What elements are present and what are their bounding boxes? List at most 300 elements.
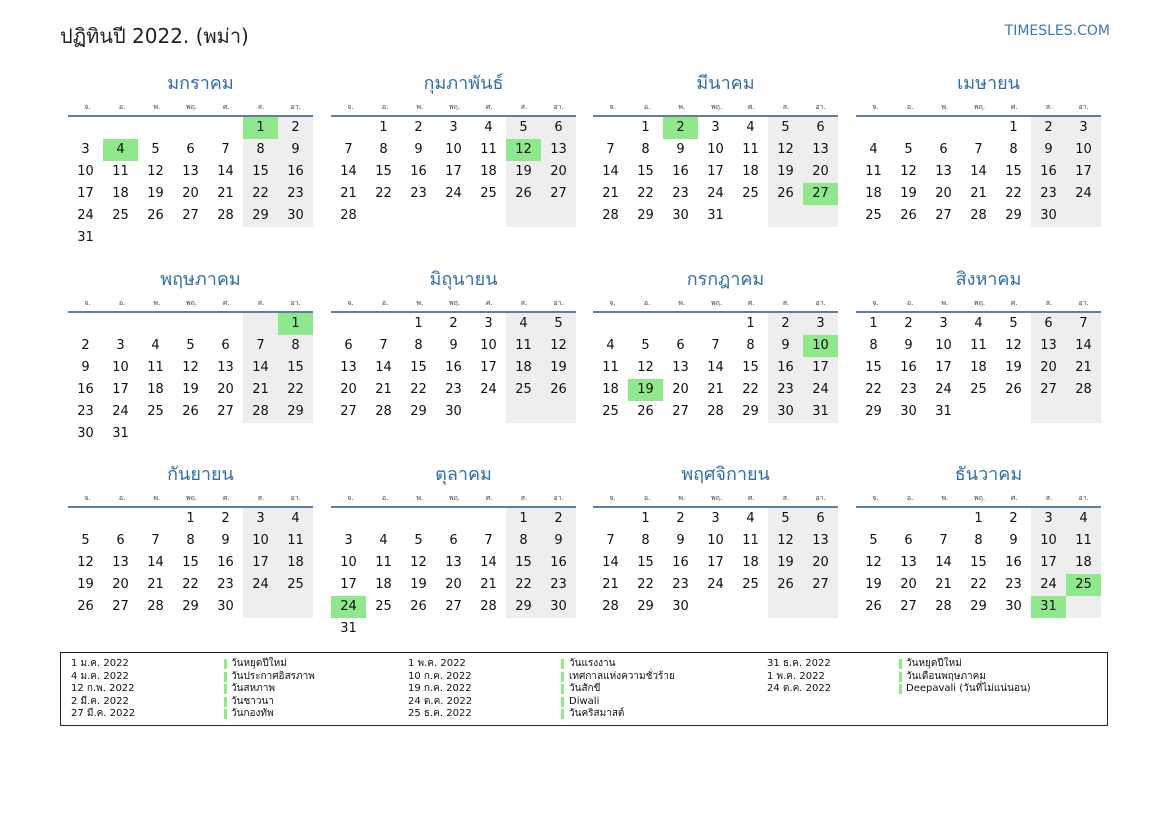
day-cell: 20: [812, 555, 829, 570]
day-cell: 25: [287, 577, 304, 592]
day-cell: 11: [287, 533, 304, 548]
day-cell: 4: [606, 338, 615, 353]
day-cell: 7: [256, 338, 265, 353]
day-cell: 22: [252, 186, 269, 201]
day-cell: 23: [1005, 577, 1022, 592]
month-block: [856, 268, 1101, 445]
weekday-header: [333, 100, 576, 114]
day-cell: 21: [970, 186, 987, 201]
weekday-label: ศ.: [222, 494, 230, 502]
day-cell: 6: [1044, 316, 1053, 331]
weekday-label: พฤ.: [448, 494, 461, 502]
day-cell: 4: [484, 120, 493, 135]
day-cell: 13: [935, 164, 952, 179]
day-cell: 25: [602, 404, 619, 419]
day-cell: 13: [112, 555, 129, 570]
day-cell: 28: [602, 599, 619, 614]
legend-holiday-name: เทศกาลแห่งความชั่วร้าย: [569, 670, 675, 682]
day-cell: 11: [742, 533, 759, 548]
day-cell: 9: [781, 338, 790, 353]
day-cell: 26: [550, 382, 567, 397]
day-cell: 3: [816, 316, 825, 331]
legend-marker: [561, 672, 564, 682]
weekday-label: อา.: [290, 494, 301, 502]
day-cell: 8: [869, 338, 878, 353]
day-cell: 23: [777, 382, 794, 397]
day-cell: 13: [182, 164, 199, 179]
day-cell: 7: [939, 533, 948, 548]
month-block: [593, 268, 838, 445]
day-cell: 18: [147, 382, 164, 397]
holiday-day-cell: 19: [628, 379, 663, 401]
day-cell: 20: [935, 186, 952, 201]
day-cell: 9: [676, 142, 685, 157]
day-cell: 8: [641, 142, 650, 157]
weekday-header: [333, 491, 576, 505]
day-cell: 16: [287, 164, 304, 179]
legend-date: 10 ก.ค. 2022: [408, 670, 472, 682]
month-block: [856, 72, 1101, 249]
day-cell: 8: [414, 338, 423, 353]
day-cell: 10: [707, 142, 724, 157]
weekday-header: [595, 296, 838, 310]
day-cell: 21: [1075, 360, 1092, 375]
day-cell: 8: [186, 533, 195, 548]
day-cell: 3: [484, 316, 493, 331]
day-cell: 4: [746, 120, 755, 135]
day-cell: 11: [602, 360, 619, 375]
day-cell: 22: [970, 577, 987, 592]
day-cell: 14: [252, 360, 269, 375]
day-cell: 2: [1009, 511, 1018, 526]
month-name: กุมภาพันธ์: [423, 73, 504, 94]
day-cell: 7: [974, 142, 983, 157]
weekday-label: ส.: [257, 299, 265, 307]
day-cell: 4: [291, 511, 300, 526]
day-cell: 18: [742, 555, 759, 570]
weekday-label: อา.: [553, 103, 564, 111]
day-cell: 1: [746, 316, 755, 331]
day-cell: 21: [935, 577, 952, 592]
day-cell: 29: [182, 599, 199, 614]
day-cell: 28: [252, 404, 269, 419]
weekday-label: จ.: [84, 103, 91, 111]
day-cell: 27: [935, 208, 952, 223]
day-cell: 10: [252, 533, 269, 548]
day-cell: 20: [217, 382, 234, 397]
day-cell: 26: [865, 599, 882, 614]
day-cell: 9: [291, 142, 300, 157]
day-cell: 10: [445, 142, 462, 157]
day-cell: 22: [182, 577, 199, 592]
day-cell: 30: [1005, 599, 1022, 614]
day-cell: 17: [445, 164, 462, 179]
weekday-label: พ.: [153, 494, 161, 502]
day-cell: 14: [970, 164, 987, 179]
weekday-label: จ.: [609, 494, 616, 502]
day-cell: 13: [445, 555, 462, 570]
day-cell: 9: [81, 360, 90, 375]
day-cell: 19: [515, 164, 532, 179]
day-cell: 5: [869, 533, 878, 548]
day-cell: 26: [515, 186, 532, 201]
day-cell: 21: [480, 577, 497, 592]
day-cell: 16: [900, 360, 917, 375]
day-cell: 1: [974, 511, 983, 526]
weekday-label: พฤ.: [185, 103, 198, 111]
weekday-label: อา.: [290, 299, 301, 307]
day-cell: 4: [869, 142, 878, 157]
day-cell: 26: [182, 404, 199, 419]
day-cell: 12: [147, 164, 164, 179]
day-cell: 20: [812, 164, 829, 179]
weekday-label: อ.: [643, 103, 651, 111]
holiday-day-cell: 27: [803, 183, 838, 205]
day-cell: 16: [672, 555, 689, 570]
day-cell: 15: [182, 555, 199, 570]
day-cell: 7: [1079, 316, 1088, 331]
day-cell: 16: [217, 555, 234, 570]
day-cell: 18: [375, 577, 392, 592]
day-cell: 18: [287, 555, 304, 570]
day-cell: 21: [252, 382, 269, 397]
weekday-label: พ.: [941, 494, 949, 502]
legend-holiday-name: วันคริสมาสต์: [569, 708, 625, 719]
day-cell: 27: [182, 208, 199, 223]
day-cell: 6: [344, 338, 353, 353]
day-cell: 18: [602, 382, 619, 397]
day-cell: 14: [375, 360, 392, 375]
month-name: กันยายน: [167, 464, 234, 485]
day-cell: 5: [554, 316, 563, 331]
day-cell: 2: [1044, 120, 1053, 135]
day-cell: 19: [550, 360, 567, 375]
day-cell: 3: [1044, 511, 1053, 526]
weekday-label: อา.: [1078, 103, 1089, 111]
weekday-label: พ.: [153, 299, 161, 307]
day-cell: 24: [812, 382, 829, 397]
weekday-label: จ.: [609, 299, 616, 307]
weekday-label: ศ.: [485, 494, 493, 502]
day-cell: 16: [410, 164, 427, 179]
weekday-label: อา.: [1078, 494, 1089, 502]
holiday-day-cell: 10: [803, 335, 838, 357]
day-cell: 3: [116, 338, 125, 353]
day-cell: 14: [340, 164, 357, 179]
day-cell: 6: [816, 511, 825, 526]
day-cell: 9: [1044, 142, 1053, 157]
weekday-label: พฤ.: [448, 103, 461, 111]
day-cell: 31: [77, 230, 94, 245]
day-cell: 8: [746, 338, 755, 353]
day-cell: 1: [1009, 120, 1018, 135]
day-cell: 10: [77, 164, 94, 179]
weekday-label: อ.: [643, 299, 651, 307]
weekday-label: ส.: [1045, 494, 1053, 502]
day-cell: 15: [742, 360, 759, 375]
day-cell: 24: [707, 186, 724, 201]
weekday-label: พฤ.: [710, 299, 723, 307]
day-cell: 15: [865, 360, 882, 375]
day-cell: 31: [340, 621, 357, 636]
day-cell: 24: [252, 577, 269, 592]
weekday-label: จ.: [347, 494, 354, 502]
weekday-label: จ.: [872, 103, 879, 111]
day-cell: 11: [515, 338, 532, 353]
day-cell: 16: [445, 360, 462, 375]
day-cell: 22: [515, 577, 532, 592]
day-cell: 12: [1005, 338, 1022, 353]
day-cell: 11: [865, 164, 882, 179]
day-cell: 11: [1075, 533, 1092, 548]
weekday-label: พ.: [678, 494, 686, 502]
day-cell: 26: [900, 208, 917, 223]
weekday-label: จ.: [84, 494, 91, 502]
day-cell: 6: [904, 533, 913, 548]
month-name: ตุลาคม: [435, 464, 492, 485]
legend-date: 2 มี.ค. 2022: [71, 695, 129, 707]
weekday-label: อ.: [381, 103, 389, 111]
weekday-label: พ.: [678, 103, 686, 111]
day-cell: 30: [445, 404, 462, 419]
day-cell: 22: [287, 382, 304, 397]
day-cell: 31: [707, 208, 724, 223]
day-cell: 14: [1075, 338, 1092, 353]
day-cell: 2: [81, 338, 90, 353]
day-cell: 30: [672, 599, 689, 614]
day-cell: 2: [676, 511, 685, 526]
month-block: [68, 463, 313, 640]
day-cell: 13: [812, 533, 829, 548]
day-cell: 12: [637, 360, 654, 375]
month-block: [593, 463, 838, 640]
day-cell: 31: [935, 404, 952, 419]
day-cell: 23: [1040, 186, 1057, 201]
day-cell: 3: [344, 533, 353, 548]
day-cell: 1: [379, 120, 388, 135]
day-cell: 29: [515, 599, 532, 614]
day-cell: 5: [781, 120, 790, 135]
day-cell: 22: [637, 577, 654, 592]
legend-date: 1 ม.ค. 2022: [71, 658, 129, 669]
weekday-label: ส.: [782, 494, 790, 502]
day-cell: 13: [1040, 338, 1057, 353]
day-cell: 29: [742, 404, 759, 419]
day-cell: 14: [602, 164, 619, 179]
day-cell: 29: [410, 404, 427, 419]
day-cell: 23: [672, 186, 689, 201]
legend-marker: [899, 684, 902, 694]
brand-link[interactable]: TIMESLES.COM: [1004, 23, 1110, 39]
day-cell: 23: [550, 577, 567, 592]
legend-marker: [224, 709, 227, 719]
day-cell: 12: [777, 142, 794, 157]
day-cell: 21: [340, 186, 357, 201]
day-grid: [331, 508, 576, 640]
day-cell: 14: [147, 555, 164, 570]
month-block: [593, 72, 838, 249]
day-cell: 27: [340, 404, 357, 419]
day-cell: 28: [340, 208, 357, 223]
legend-holiday-name: วันกองทัพ: [231, 708, 274, 719]
weekday-label: อา.: [815, 103, 826, 111]
day-cell: 20: [340, 382, 357, 397]
day-cell: 3: [711, 511, 720, 526]
day-cell: 7: [484, 533, 493, 548]
weekday-label: อ.: [118, 494, 126, 502]
weekday-label: จ.: [609, 103, 616, 111]
day-cell: 10: [1040, 533, 1057, 548]
legend-date: 12 ก.พ. 2022: [71, 683, 135, 694]
day-cell: 11: [742, 142, 759, 157]
day-cell: 14: [707, 360, 724, 375]
day-cell: 23: [445, 382, 462, 397]
day-cell: 8: [291, 338, 300, 353]
legend-marker: [224, 684, 227, 694]
month-name: มีนาคม: [696, 73, 755, 94]
legend-marker: [224, 659, 227, 669]
day-cell: 29: [637, 208, 654, 223]
legend-holiday-name: วันแรงงาน: [569, 658, 616, 669]
day-cell: 19: [1005, 360, 1022, 375]
weekday-label: อ.: [643, 494, 651, 502]
day-cell: 25: [375, 599, 392, 614]
legend-marker: [224, 697, 227, 707]
day-cell: 15: [375, 164, 392, 179]
weekday-label: พฤ.: [710, 103, 723, 111]
day-cell: 17: [812, 360, 829, 375]
holiday-day-cell: 25: [1066, 574, 1101, 596]
weekday-label: อ.: [381, 494, 389, 502]
weekday-label: ส.: [520, 494, 528, 502]
weekday-label: พ.: [416, 299, 424, 307]
legend-holiday-name: วันเดือนพฤษภาคม: [906, 670, 986, 682]
weekday-label: อา.: [290, 103, 301, 111]
day-cell: 25: [480, 186, 497, 201]
day-cell: 12: [182, 360, 199, 375]
day-cell: 7: [711, 338, 720, 353]
day-cell: 23: [77, 404, 94, 419]
day-cell: 23: [672, 577, 689, 592]
weekday-label: ส.: [257, 494, 265, 502]
day-cell: 18: [112, 186, 129, 201]
day-cell: 28: [602, 208, 619, 223]
holiday-day-cell: 1: [278, 313, 313, 335]
legend-date: 24 ต.ค. 2022: [767, 683, 832, 694]
day-cell: 12: [777, 533, 794, 548]
day-cell: 2: [449, 316, 458, 331]
day-cell: 3: [449, 120, 458, 135]
day-cell: 16: [550, 555, 567, 570]
day-cell: 9: [449, 338, 458, 353]
month-block: [68, 268, 313, 445]
legend-marker: [899, 672, 902, 682]
holiday-day-cell: 2: [663, 117, 698, 139]
day-cell: 6: [449, 533, 458, 548]
day-cell: 20: [550, 164, 567, 179]
day-cell: 23: [900, 382, 917, 397]
holiday-day-cell: 24: [331, 596, 366, 618]
day-cell: 24: [707, 577, 724, 592]
weekday-header: [333, 296, 576, 310]
day-cell: 18: [742, 164, 759, 179]
day-cell: 17: [935, 360, 952, 375]
holiday-legend: [60, 652, 1108, 726]
day-cell: 28: [970, 208, 987, 223]
day-grid: [68, 313, 313, 445]
day-cell: 29: [252, 208, 269, 223]
day-cell: 19: [777, 555, 794, 570]
day-cell: 7: [344, 142, 353, 157]
day-cell: 13: [812, 142, 829, 157]
weekday-label: ศ.: [485, 103, 493, 111]
day-cell: 30: [900, 404, 917, 419]
day-cell: 27: [112, 599, 129, 614]
day-cell: 17: [707, 164, 724, 179]
day-cell: 13: [550, 142, 567, 157]
weekday-label: ส.: [1045, 103, 1053, 111]
weekday-label: อา.: [815, 299, 826, 307]
month-name: ธันวาคม: [954, 464, 1023, 485]
weekday-label: อ.: [381, 299, 389, 307]
day-cell: 17: [480, 360, 497, 375]
month-name: มกราคม: [167, 73, 234, 94]
day-cell: 9: [904, 338, 913, 353]
day-cell: 29: [865, 404, 882, 419]
day-cell: 2: [221, 511, 230, 526]
weekday-label: พ.: [416, 494, 424, 502]
day-cell: 15: [287, 360, 304, 375]
day-cell: 18: [865, 186, 882, 201]
weekday-label: อา.: [815, 494, 826, 502]
day-cell: 7: [221, 142, 230, 157]
day-cell: 5: [519, 120, 528, 135]
day-grid: [593, 313, 838, 445]
day-cell: 2: [554, 511, 563, 526]
day-cell: 6: [221, 338, 230, 353]
day-cell: 29: [637, 599, 654, 614]
weekday-header: [70, 296, 313, 310]
day-cell: 10: [1075, 142, 1092, 157]
day-cell: 30: [672, 208, 689, 223]
weekday-label: อ.: [906, 494, 914, 502]
weekday-label: พฤ.: [973, 299, 986, 307]
legend-holiday-name: Diwali: [569, 695, 600, 707]
day-cell: 9: [676, 533, 685, 548]
weekday-label: จ.: [347, 103, 354, 111]
day-grid: [68, 117, 313, 249]
day-cell: 27: [812, 577, 829, 592]
weekday-label: พ.: [941, 299, 949, 307]
day-cell: 25: [742, 186, 759, 201]
day-cell: 15: [252, 164, 269, 179]
day-grid: [856, 508, 1101, 640]
weekday-label: ส.: [520, 103, 528, 111]
day-cell: 7: [379, 338, 388, 353]
day-cell: 29: [970, 599, 987, 614]
weekday-label: จ.: [84, 299, 91, 307]
day-cell: 31: [112, 426, 129, 441]
month-block: [331, 463, 576, 640]
day-cell: 21: [707, 382, 724, 397]
day-cell: 19: [182, 382, 199, 397]
weekday-label: อา.: [553, 299, 564, 307]
day-cell: 18: [515, 360, 532, 375]
day-cell: 17: [112, 382, 129, 397]
weekday-header: [595, 100, 838, 114]
weekday-label: พฤ.: [973, 103, 986, 111]
weekday-label: พฤ.: [185, 494, 198, 502]
